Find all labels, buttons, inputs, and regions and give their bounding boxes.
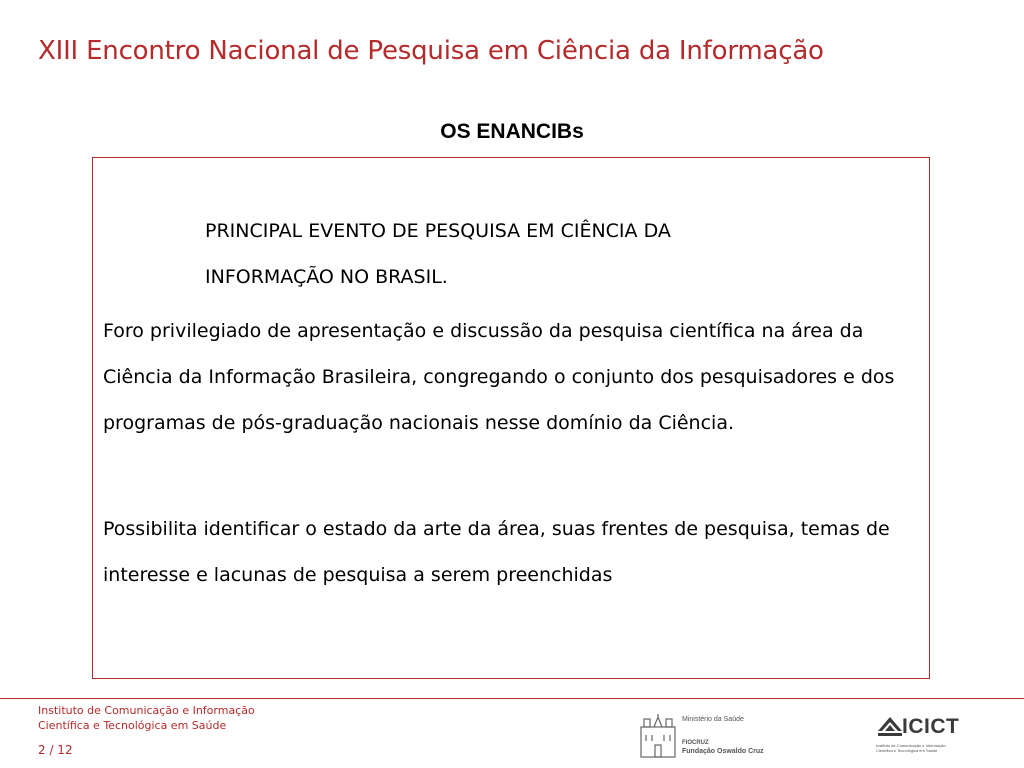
content-heading-line1: PRINCIPAL EVENTO DE PESQUISA EM CIÊNCIA DA: [205, 220, 671, 242]
slide-title: XIII Encontro Nacional de Pesquisa em Ciência da Informação: [38, 36, 824, 66]
footer-divider: [0, 698, 1024, 699]
paragraph-state-of-art: Possibilita identificar o estado da arte da área, suas frentes de pesquisa, temas de interesse e lacunas de pesquisa a serem preenchidas: [103, 518, 890, 586]
footer-institution-line2: Científica e Tecnológica em Saúde: [38, 719, 227, 732]
content-heading-line2: INFORMAÇÃO NO BRASIL.: [205, 266, 448, 288]
fiocruz-ministry: Ministério da Saúde: [682, 716, 744, 723]
content-box: [92, 157, 930, 679]
section-heading: OS ENANCIBs: [440, 120, 584, 143]
icict-logo: [876, 713, 996, 759]
icict-subtitle-line2: Científica e Tecnológica em Saúde: [876, 748, 938, 753]
fiocruz-logo: [638, 713, 788, 759]
content-heading: [205, 208, 845, 300]
page-number: 2 / 12: [38, 743, 73, 757]
fiocruz-name: FIOCRUZ: [682, 740, 709, 746]
paragraph-forum: Foro privilegiado de apresentação e discussão da pesquisa científica na área da Ciência da Informação Brasileira, congregando o conjunto dos pesquisadores e dos programas de pós-graduação nacionais nesse domínio da Ciência.: [103, 320, 895, 434]
icict-name: ICICT: [902, 715, 960, 738]
icict-subtitle-line1: Instituto de Comunicação e Informação: [876, 743, 946, 748]
footer-institution-line1: Instituto de Comunicação e Informação: [38, 704, 255, 717]
fiocruz-castle-icon: [638, 713, 678, 759]
footer-institution: [38, 703, 255, 733]
icict-subtitle: [876, 743, 996, 753]
icict-emblem-icon: [876, 713, 904, 741]
fiocruz-full-name: Fundação Oswaldo Cruz: [682, 748, 764, 755]
